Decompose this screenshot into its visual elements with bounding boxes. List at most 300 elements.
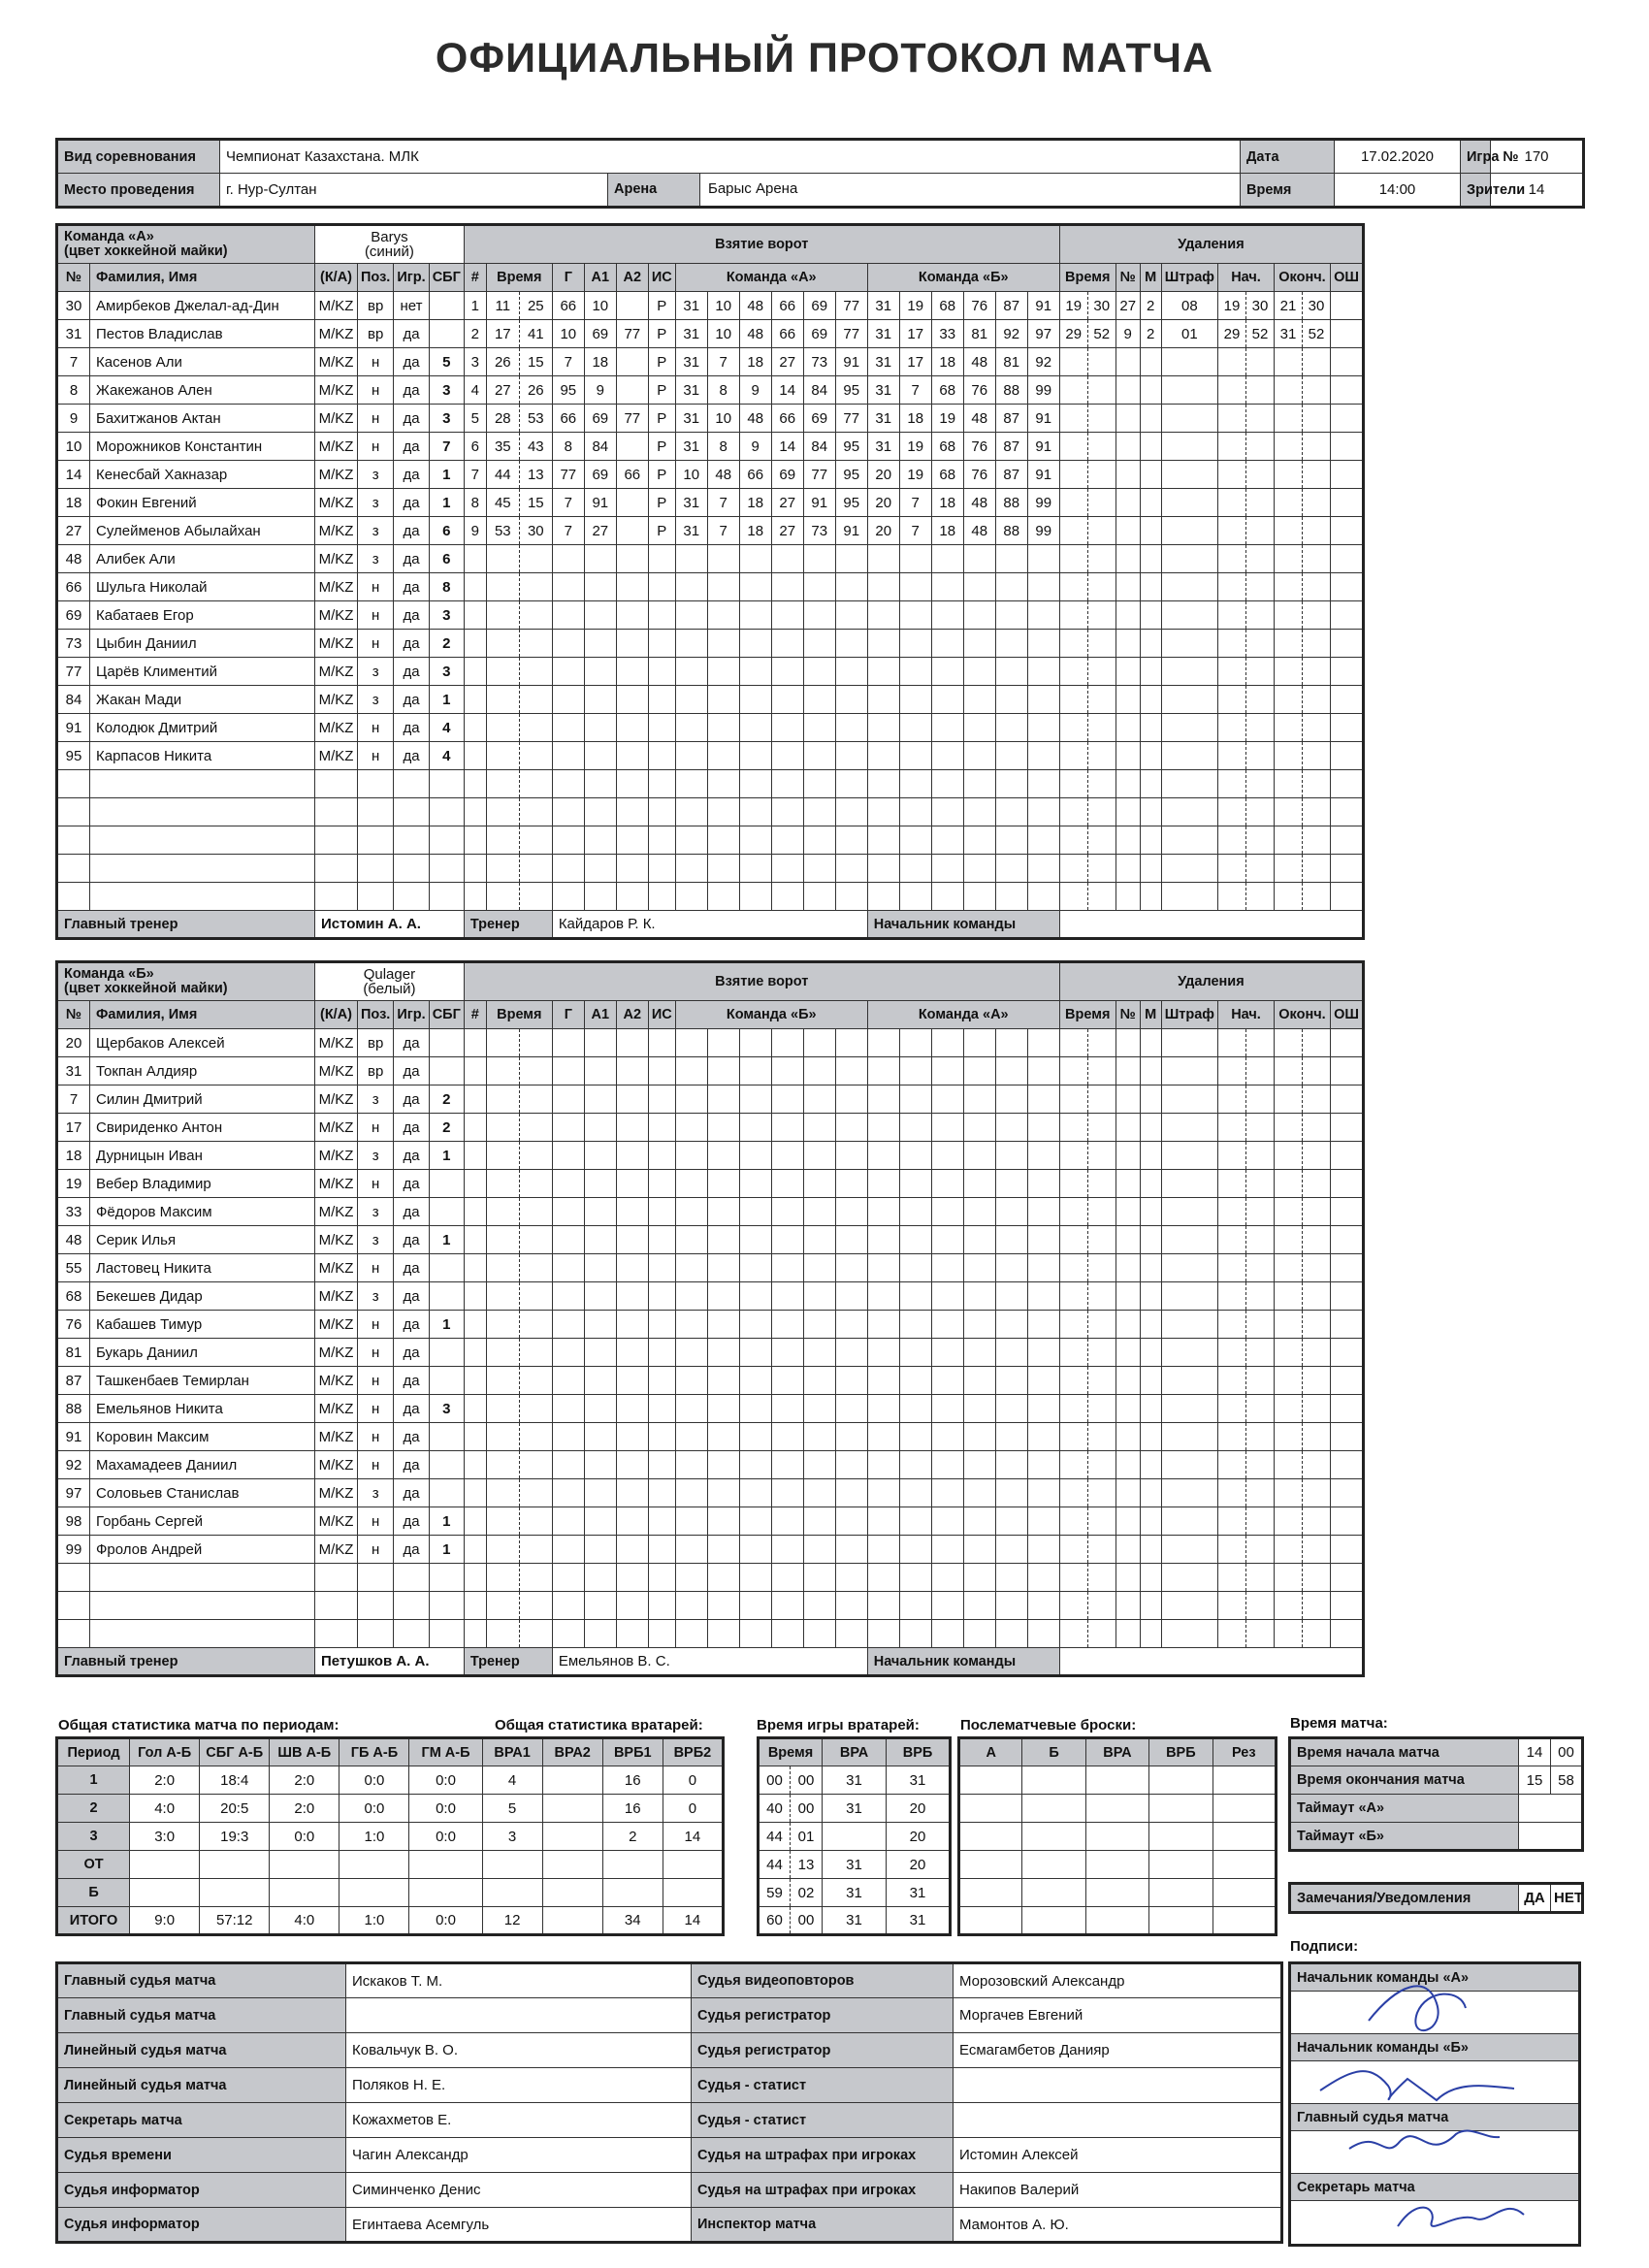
team-a-goal-cell [552, 883, 584, 911]
official-name: Симинченко Денис [346, 2173, 692, 2208]
team-b-penalty-cell [1246, 1367, 1275, 1395]
period-stats-cell: 1 [57, 1766, 130, 1795]
team-b-goal-cell [899, 1536, 931, 1564]
period-stats-cell: 4:0 [130, 1795, 200, 1823]
team-b-goal-cell [771, 1029, 803, 1057]
team-a-goal-cell [963, 855, 995, 883]
team-b-goal-cell [899, 1282, 931, 1311]
team-a-goal-cell: 15 [519, 489, 552, 517]
team-a-goal-cell [803, 742, 835, 770]
team-a-penalty-cell [1218, 348, 1246, 376]
team-b-goal-cell [835, 1198, 867, 1226]
team-a-player-number: 10 [57, 433, 90, 461]
team-a-goal-cell [963, 798, 995, 826]
team-a-goal-cell [519, 883, 552, 911]
team-b-penalty-cell [1116, 1620, 1140, 1648]
team-a-penalty-cell [1246, 826, 1275, 855]
team-a-goal-cell [707, 545, 739, 573]
team-a-penalty-cell [1116, 855, 1140, 883]
team-b-goal-cell [464, 1057, 486, 1085]
team-b-player-status: M/KZ [315, 1198, 358, 1226]
team-b-goal-cell [771, 1479, 803, 1507]
team-b-goal-cell [648, 1451, 675, 1479]
team-b-goal-cell [707, 1085, 739, 1114]
team-a-goal-cell [963, 742, 995, 770]
team-a-penalty-cell: 29 [1059, 320, 1087, 348]
team-b-penalty-cell [1087, 1620, 1116, 1648]
team-a-goal-cell [867, 630, 899, 658]
team-a-goal-cell [899, 742, 931, 770]
team-a-penalty-cell [1140, 405, 1161, 433]
goalie-stats-cell [542, 1795, 602, 1823]
team-a-goal-cell: 6 [464, 433, 486, 461]
team-a-goal-cell [464, 630, 486, 658]
team-a-player-number: 9 [57, 405, 90, 433]
official-name: Егинтаева Асемгуль [346, 2208, 692, 2243]
table-row [57, 292, 1364, 320]
team-b-penalty-cell [1303, 1564, 1331, 1592]
shootout-cell [1149, 1907, 1212, 1935]
team-b-player-number: 91 [57, 1423, 90, 1451]
team-b-goal-cell [739, 1142, 771, 1170]
team-a-goal-cell: 25 [519, 292, 552, 320]
team-b-goal-cell [963, 1029, 995, 1057]
team-a-goal-cell [931, 855, 963, 883]
team-b-goal-cell [464, 1311, 486, 1339]
team-a-player-status: M/KZ [315, 489, 358, 517]
team-a-player-number: 91 [57, 714, 90, 742]
team-b-penalty-cell [1303, 1592, 1331, 1620]
team-b-goal-cell [963, 1536, 995, 1564]
period-stats-cell: 1:0 [340, 1907, 409, 1935]
team-b-player-shots [429, 1282, 464, 1311]
team-a-goal-cell: 95 [835, 461, 867, 489]
team-b-penalty-cell [1218, 1057, 1246, 1085]
team-b-goal-cell [519, 1198, 552, 1226]
team-a-goal-cell: 91 [584, 489, 616, 517]
team-b-goal-cell [648, 1226, 675, 1254]
team-a-penalty-cell [1303, 826, 1331, 855]
team-a-penalty-cell [1331, 376, 1364, 405]
team-a-goal-cell [739, 630, 771, 658]
team-a-penalty-cell: 21 [1275, 292, 1303, 320]
team-a-penalty-cell [1303, 686, 1331, 714]
team-b-goal-cell [963, 1339, 995, 1367]
team-a-penalty-cell [1116, 461, 1140, 489]
team-a-penalty-cell [1275, 798, 1303, 826]
team-a-penalty-cell [1161, 433, 1217, 461]
team-a-penalty-cell [1303, 714, 1331, 742]
team-b-penalty-cell [1275, 1564, 1303, 1592]
team-a-player-played: да [394, 658, 429, 686]
team-a-penalty-cell [1218, 658, 1246, 686]
team-a-penalty-cell [1059, 883, 1087, 911]
team-a-player-name [90, 826, 315, 855]
team-a-penalty-cell [1140, 658, 1161, 686]
period-stats-cell: 0:0 [409, 1766, 482, 1795]
team-a-goal-cell: 81 [995, 348, 1027, 376]
team-a-goal-cell [584, 883, 616, 911]
table-row [57, 855, 1364, 883]
team-b-player-shots [429, 1620, 464, 1648]
team-a-goal-cell: Р [648, 348, 675, 376]
team-b-goal-cell [552, 1057, 584, 1085]
team-b-goal-cell [648, 1479, 675, 1507]
team-b-goal-cell [835, 1592, 867, 1620]
team-b-penalty-cell [1087, 1479, 1116, 1507]
team-a-goal-cell [1027, 714, 1059, 742]
team-a-goal-cell [739, 742, 771, 770]
team-a-goal-cell: 48 [739, 292, 771, 320]
notes-no[interactable]: НЕТ [1551, 1884, 1583, 1913]
team-a-penalty-cell [1161, 826, 1217, 855]
official-role: Судья регистратор [692, 2033, 954, 2068]
team-a-goal-cell [867, 855, 899, 883]
spectators-value: 14 [1491, 174, 1584, 208]
team-a-col-header: № [57, 264, 90, 292]
team-b-goal-cell [867, 1564, 899, 1592]
team-a-player-status [315, 826, 358, 855]
team-a-goal-cell: 19 [899, 433, 931, 461]
team-a-penalty-cell: 52 [1303, 320, 1331, 348]
team-b-player-position: з [358, 1198, 394, 1226]
goalie-time-cell: 01 [791, 1823, 823, 1851]
team-a-player-number: 84 [57, 686, 90, 714]
team-b-goal-cell [963, 1592, 995, 1620]
team-a-goal-cell [675, 798, 707, 826]
team-b-goal-cell [867, 1311, 899, 1339]
team-a-goal-cell: 88 [995, 376, 1027, 405]
team-b-goal-cell [1027, 1423, 1059, 1451]
team-a-penalty-cell [1246, 883, 1275, 911]
team-b-goal-cell [707, 1479, 739, 1507]
team-a-player-name: Царёв Климентий [90, 658, 315, 686]
team-b-penalty-cell [1246, 1592, 1275, 1620]
team-b-goal-cell [519, 1592, 552, 1620]
team-a-penalty-cell [1275, 742, 1303, 770]
table-row [57, 1254, 1364, 1282]
team-a-goal-cell [899, 714, 931, 742]
time-label: Время [1241, 174, 1335, 208]
notes-yes[interactable]: ДА [1519, 1884, 1551, 1913]
team-b-goal-cell [464, 1367, 486, 1395]
team-a-col-header: Нач. [1218, 264, 1275, 292]
team-b-goal-cell [963, 1620, 995, 1648]
goalie-stats-cell: 14 [663, 1907, 723, 1935]
team-b-penalty-cell [1246, 1339, 1275, 1367]
team-a-goal-cell [899, 798, 931, 826]
team-a-goal-cell [648, 545, 675, 573]
team-b-penalty-cell [1246, 1479, 1275, 1507]
team-b-penalty-cell [1161, 1142, 1217, 1170]
team-a-goal-cell [552, 855, 584, 883]
team-b-penalty-cell [1087, 1536, 1116, 1564]
team-a-goal-cell: 9 [739, 433, 771, 461]
team-b-goal-cell [931, 1142, 963, 1170]
team-a-goal-cell: 31 [675, 292, 707, 320]
team-b-goal-cell [486, 1339, 519, 1367]
team-a-penalty-cell [1161, 686, 1217, 714]
team-b-penalty-cell [1246, 1620, 1275, 1648]
team-b-goal-cell [995, 1367, 1027, 1395]
team-b-player-status: M/KZ [315, 1170, 358, 1198]
shootout-cell [1085, 1907, 1148, 1935]
team-a-goal-cell [616, 489, 648, 517]
table-row [57, 2138, 1282, 2173]
team-b-goal-cell [464, 1142, 486, 1170]
team-b-player-played: да [394, 1226, 429, 1254]
team-b-penalty-cell [1116, 1282, 1140, 1311]
notes-table [1288, 1882, 1584, 1914]
table-row [57, 2033, 1282, 2068]
table-row [57, 1851, 724, 1879]
team-b-goal-cell [963, 1451, 995, 1479]
spectators-label: Зрители [1461, 174, 1491, 208]
team-a-penalty-cell [1331, 798, 1364, 826]
team-b-goal-cell [1027, 1085, 1059, 1114]
team-a-penalty-cell [1161, 573, 1217, 601]
signature-label: Начальник команды «А» [1291, 1964, 1578, 1992]
team-b-player-name: Вебер Владимир [90, 1170, 315, 1198]
team-a-goal-cell [707, 798, 739, 826]
team-a-goal-cell: 7 [552, 489, 584, 517]
table-row [57, 1907, 724, 1935]
team-b-goal-cell [675, 1170, 707, 1198]
team-b-goal-cell [486, 1367, 519, 1395]
team-b-penalty-cell [1218, 1282, 1246, 1311]
team-a-penalty-cell [1161, 461, 1217, 489]
table-row [57, 1592, 1364, 1620]
team-a-goal-cell [867, 883, 899, 911]
team-b-goal-cell [1027, 1507, 1059, 1536]
team-a-goal-cell [835, 770, 867, 798]
team-a-player-played: да [394, 742, 429, 770]
team-a-penalty-cell [1140, 883, 1161, 911]
team-b-goal-cell [519, 1536, 552, 1564]
team-a-goal-cell [584, 855, 616, 883]
period-stats-cell [130, 1851, 200, 1879]
team-b-penalty-cell [1140, 1423, 1161, 1451]
team-a-player-played: да [394, 686, 429, 714]
team-b-goal-cell [675, 1507, 707, 1536]
team-a-penalty-cell: 30 [1087, 292, 1116, 320]
team-b-player-position: н [358, 1423, 394, 1451]
team-a-goal-cell: 7 [552, 517, 584, 545]
team-b-player-shots: 2 [429, 1114, 464, 1142]
team-b-player-shots: 1 [429, 1507, 464, 1536]
team-a-player-shots: 1 [429, 489, 464, 517]
team-a-goal-cell: 10 [707, 292, 739, 320]
team-b-goal-cell [867, 1198, 899, 1226]
team-a-goal-cell: 31 [675, 348, 707, 376]
team-b-penalty-cell [1161, 1451, 1217, 1479]
team-b-penalty-cell [1116, 1170, 1140, 1198]
team-a-goal-cell [835, 601, 867, 630]
team-b-penalty-cell [1303, 1226, 1331, 1254]
signature-label: Секретарь матча [1291, 2174, 1578, 2201]
team-b-penalty-cell [1059, 1620, 1087, 1648]
team-b-goal-cell [464, 1423, 486, 1451]
team-a-goal-cell: Р [648, 489, 675, 517]
team-a-goal-cell [707, 573, 739, 601]
team-a-goal-cell: 66 [771, 405, 803, 433]
team-b-player-name: Махамадеев Даниил [90, 1451, 315, 1479]
team-a-goal-cell [648, 630, 675, 658]
team-b-goal-cell [464, 1507, 486, 1536]
team-a-penalty-cell [1140, 348, 1161, 376]
team-a-penalty-cell [1087, 826, 1116, 855]
team-b-penalty-cell [1218, 1226, 1246, 1254]
team-b-player-status [315, 1620, 358, 1648]
team-b-player-played: да [394, 1367, 429, 1395]
team-a-goal-cell [899, 855, 931, 883]
team-b-player-shots [429, 1423, 464, 1451]
team-a-penalty-cell [1087, 489, 1116, 517]
team-b-goal-cell [486, 1114, 519, 1142]
team-b-goal-cell [486, 1507, 519, 1536]
team-a-player-status: M/KZ [315, 433, 358, 461]
team-a-player-name: Карпасов Никита [90, 742, 315, 770]
team-a-goal-cell [584, 658, 616, 686]
team-b-goal-cell [648, 1311, 675, 1339]
goalie-time-cell: 44 [759, 1823, 791, 1851]
team-b-penalty-cell [1275, 1226, 1303, 1254]
team-a-penalty-cell [1275, 883, 1303, 911]
team-a-penalty-cell [1331, 292, 1364, 320]
team-b-col-header: Игр. [394, 1001, 429, 1029]
table-row [57, 1564, 1364, 1592]
team-a-penalty-cell [1275, 405, 1303, 433]
team-b-goal-cell [1027, 1254, 1059, 1282]
team-b-player-name: Фёдоров Максим [90, 1198, 315, 1226]
team-a-penalty-cell [1140, 770, 1161, 798]
team-a-goal-cell [1027, 798, 1059, 826]
team-a-player-name: Морожников Константин [90, 433, 315, 461]
table-row [57, 2173, 1282, 2208]
table-row [57, 1142, 1364, 1170]
team-b-goal-cell [707, 1423, 739, 1451]
team-b-player-name: Кабашев Тимур [90, 1311, 315, 1339]
team-b-goal-cell [995, 1226, 1027, 1254]
team-b-penalty-cell [1116, 1311, 1140, 1339]
team-a-penalty-cell [1246, 433, 1275, 461]
team-b-goal-cell [1027, 1479, 1059, 1507]
shootout-header: Б [1022, 1738, 1085, 1766]
team-b-goal-cell [771, 1254, 803, 1282]
team-a-goal-cell [464, 742, 486, 770]
team-a-penalty-cell [1161, 770, 1217, 798]
team-b-goal-cell [931, 1170, 963, 1198]
team-b-goal-cell [771, 1367, 803, 1395]
team-a-goal-cell [464, 855, 486, 883]
team-a-goal-cell: 8 [552, 433, 584, 461]
team-a-goal-cell: 31 [867, 320, 899, 348]
official-name: Истомин Алексей [954, 2138, 1282, 2173]
team-b-goals-header: Взятие ворот [464, 962, 1059, 1001]
period-stats-header: ШВ А-Б [270, 1738, 340, 1766]
team-a-goal-cell [963, 883, 995, 911]
team-b-player-played [394, 1620, 429, 1648]
team-b-player-played: да [394, 1423, 429, 1451]
goalie-stats-cell: 16 [602, 1766, 663, 1795]
team-b-penalty-cell [1246, 1536, 1275, 1564]
goalie-stats-cell [602, 1851, 663, 1879]
team-a-goal-cell [519, 573, 552, 601]
team-a-goal-cell: 66 [552, 292, 584, 320]
team-b-player-position: н [358, 1114, 394, 1142]
team-a-penalty-cell [1059, 545, 1087, 573]
team-a-col-header: Штраф [1161, 264, 1217, 292]
team-b-goal-cell [867, 1254, 899, 1282]
goalie-time-header: Время [759, 1738, 823, 1766]
team-a-goal-cell [616, 798, 648, 826]
team-a-goal-cell [552, 686, 584, 714]
shootout-cell [1022, 1823, 1085, 1851]
team-a-penalty-cell [1246, 545, 1275, 573]
team-b-goal-cell [648, 1395, 675, 1423]
team-b-player-shots [429, 1339, 464, 1367]
team-a-goal-cell [1027, 658, 1059, 686]
team-a-goal-cell [995, 658, 1027, 686]
official-role: Судья регистратор [692, 1998, 954, 2033]
team-a-player-name [90, 883, 315, 911]
team-b-penalty-cell [1218, 1170, 1246, 1198]
team-b-player-position: н [358, 1451, 394, 1479]
team-b-goal-cell [1027, 1395, 1059, 1423]
team-b-player-position: з [358, 1479, 394, 1507]
team-a-penalty-cell [1140, 855, 1161, 883]
team-a-goal-cell [867, 742, 899, 770]
team-a-penalty-cell: 2 [1140, 320, 1161, 348]
official-name [346, 1998, 692, 2033]
team-b-goal-cell [464, 1114, 486, 1142]
team-b-penalty-cell [1218, 1085, 1246, 1114]
team-a-player-name: Фокин Евгений [90, 489, 315, 517]
team-b-player-number: 98 [57, 1507, 90, 1536]
team-b-penalty-cell [1116, 1564, 1140, 1592]
shootout-cell [1085, 1851, 1148, 1879]
team-a-player-name: Цыбин Даниил [90, 630, 315, 658]
notes-label: Замечания/Уведомления [1290, 1884, 1519, 1913]
team-a-player-status [315, 770, 358, 798]
team-b-col-header: М [1140, 1001, 1161, 1029]
team-a-goal-cell: 8 [707, 376, 739, 405]
team-a-goal-cell: 31 [867, 376, 899, 405]
team-a-goal-cell [835, 883, 867, 911]
team-b-penalty-cell [1303, 1029, 1331, 1057]
team-b-player-status: M/KZ [315, 1282, 358, 1311]
team-b-penalty-cell [1059, 1029, 1087, 1057]
team-a-goal-cell [739, 658, 771, 686]
team-a-goal-cell: 19 [899, 461, 931, 489]
team-a-goal-cell: 31 [675, 376, 707, 405]
team-b-penalty-cell [1246, 1029, 1275, 1057]
team-a-goal-cell: 48 [707, 461, 739, 489]
team-a-col-header: # [464, 264, 486, 292]
team-a-penalty-cell: 52 [1087, 320, 1116, 348]
goalie-stats-cell [482, 1879, 542, 1907]
team-b-goal-cell [899, 1451, 931, 1479]
period-stats-cell: 1:0 [340, 1823, 409, 1851]
team-b-goal-cell [552, 1311, 584, 1339]
team-a-goal-cell [739, 798, 771, 826]
team-a-goal-cell: 7 [707, 489, 739, 517]
team-a-goal-cell: 7 [707, 517, 739, 545]
table-row [57, 1620, 1364, 1648]
shootout-cell [959, 1851, 1022, 1879]
team-a-goal-cell [584, 770, 616, 798]
period-stats-cell: 3 [57, 1823, 130, 1851]
